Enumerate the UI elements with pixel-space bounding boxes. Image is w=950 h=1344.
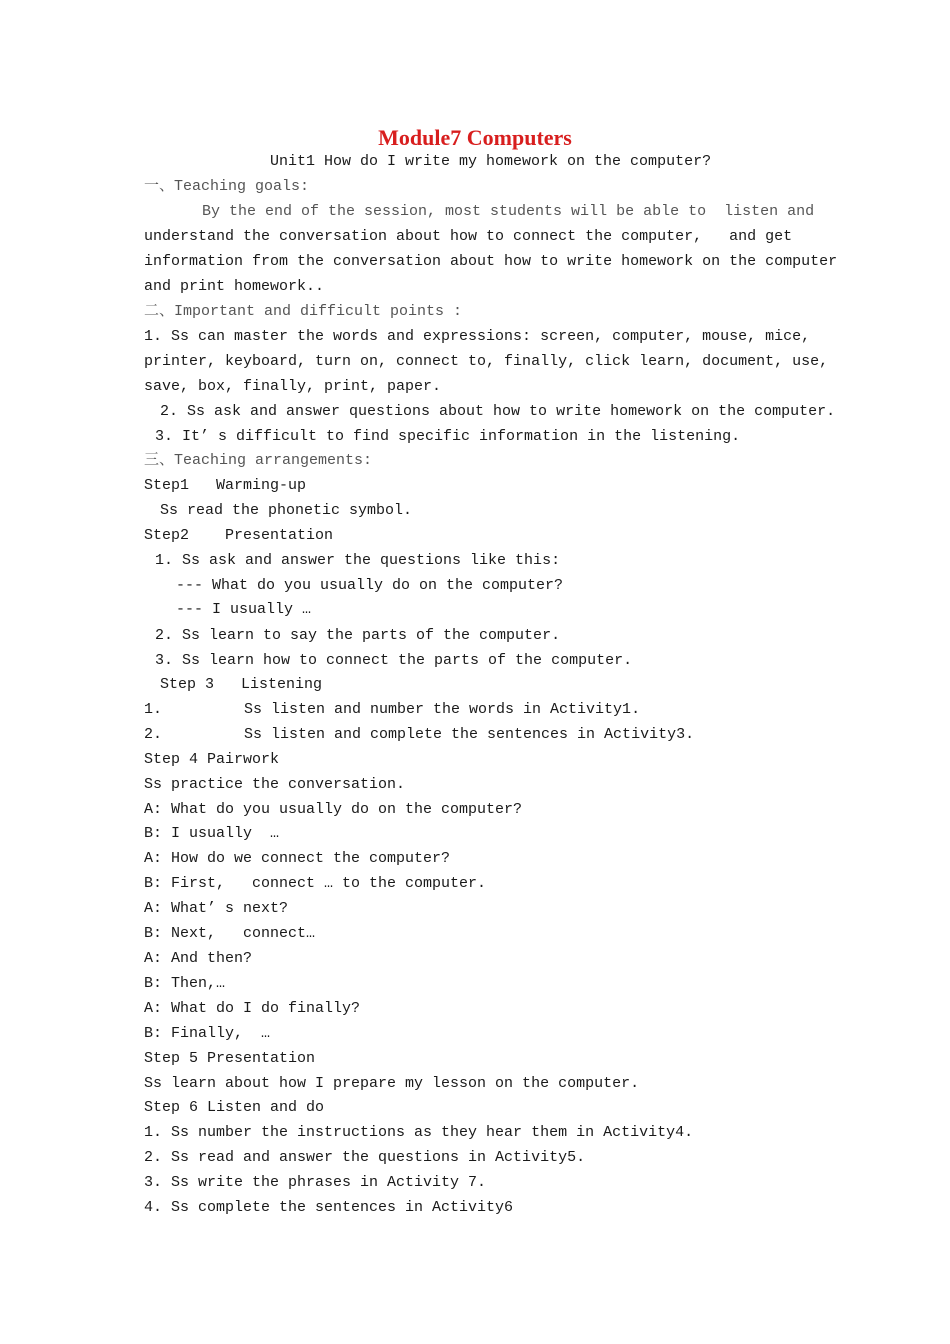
step6-line: 3. Ss write the phrases in Activity 7. (144, 1174, 487, 1191)
step5-heading: Step 5 Presentation (144, 1050, 316, 1067)
dialogue-line: A: And then? (144, 950, 253, 967)
step4-heading: Step 4 Pairwork (144, 751, 280, 768)
goals-line: By the end of the session, most students will be able to listen and (202, 203, 815, 220)
step4-line: Ss practice the conversation. (144, 776, 406, 793)
points-line: save, box, finally, print, paper. (144, 378, 442, 395)
document-title: Module7 Computers (378, 125, 572, 150)
dialogue-line: A: What do you usually do on the computer? (144, 801, 523, 818)
step2-line: 3. Ss learn how to connect the parts of the computer. (155, 652, 633, 669)
dialogue-line: A: What do I do finally? (144, 1000, 361, 1017)
step6-line: 4. Ss complete the sentences in Activity6 (144, 1199, 514, 1216)
step1-heading: Step1 Warming-up (144, 477, 307, 494)
step3-heading: Step 3 Listening (160, 676, 323, 693)
dialogue-line: B: First, connect … to the computer. (144, 875, 487, 892)
points-line: 3. It’ s difficult to find specific information in the listening. (155, 428, 741, 445)
step3-item-number: 1. (144, 701, 163, 718)
goals-line: and print homework.. (144, 278, 325, 295)
dialogue-line: B: Next, connect… (144, 925, 316, 942)
step2-line: 1. Ss ask and answer the questions like this: (155, 552, 561, 569)
dialogue-line: B: Finally, … (144, 1025, 271, 1042)
step5-line: Ss learn about how I prepare my lesson on the computer. (144, 1075, 640, 1092)
points-line: printer, keyboard, turn on, connect to, finally, click learn, document, use, (144, 353, 829, 370)
step2-line: --- I usually … (176, 601, 312, 618)
goals-line: understand the conversation about how to connect the computer, and get (144, 228, 793, 245)
arrangements-heading: 三、Teaching arrangements: (144, 452, 373, 469)
dialogue-line: B: Then,… (144, 975, 226, 992)
step2-line: 2. Ss learn to say the parts of the computer. (155, 627, 561, 644)
step1-line: Ss read the phonetic symbol. (160, 502, 413, 519)
step6-line: 1. Ss number the instructions as they hear them in Activity4. (144, 1124, 694, 1141)
points-line: 2. Ss ask and answer questions about how to write homework on the computer. (160, 403, 836, 420)
goals-line: information from the conversation about how to write homework on the computer (144, 253, 838, 270)
dialogue-line: B: I usually … (144, 825, 280, 842)
step6-line: 2. Ss read and answer the questions in Activity5. (144, 1149, 586, 1166)
goals-heading: 一、Teaching goals: (144, 178, 310, 195)
step2-line: --- What do you usually do on the computer? (176, 577, 564, 594)
step3-item-text: Ss listen and number the words in Activity1. (244, 701, 641, 718)
step2-heading: Step2 Presentation (144, 527, 334, 544)
dialogue-line: A: What’ s next? (144, 900, 289, 917)
points-line: 1. Ss can master the words and expressions: screen, computer, mouse, mice, (144, 328, 811, 345)
dialogue-line: A: How do we connect the computer? (144, 850, 451, 867)
step3-item-number: 2. (144, 726, 163, 743)
points-heading: 二、Important and difficult points : (144, 303, 463, 320)
step3-item-text: Ss listen and complete the sentences in Activity3. (244, 726, 695, 743)
step6-heading: Step 6 Listen and do (144, 1099, 325, 1116)
document-subtitle: Unit1 How do I write my homework on the computer? (270, 153, 712, 170)
